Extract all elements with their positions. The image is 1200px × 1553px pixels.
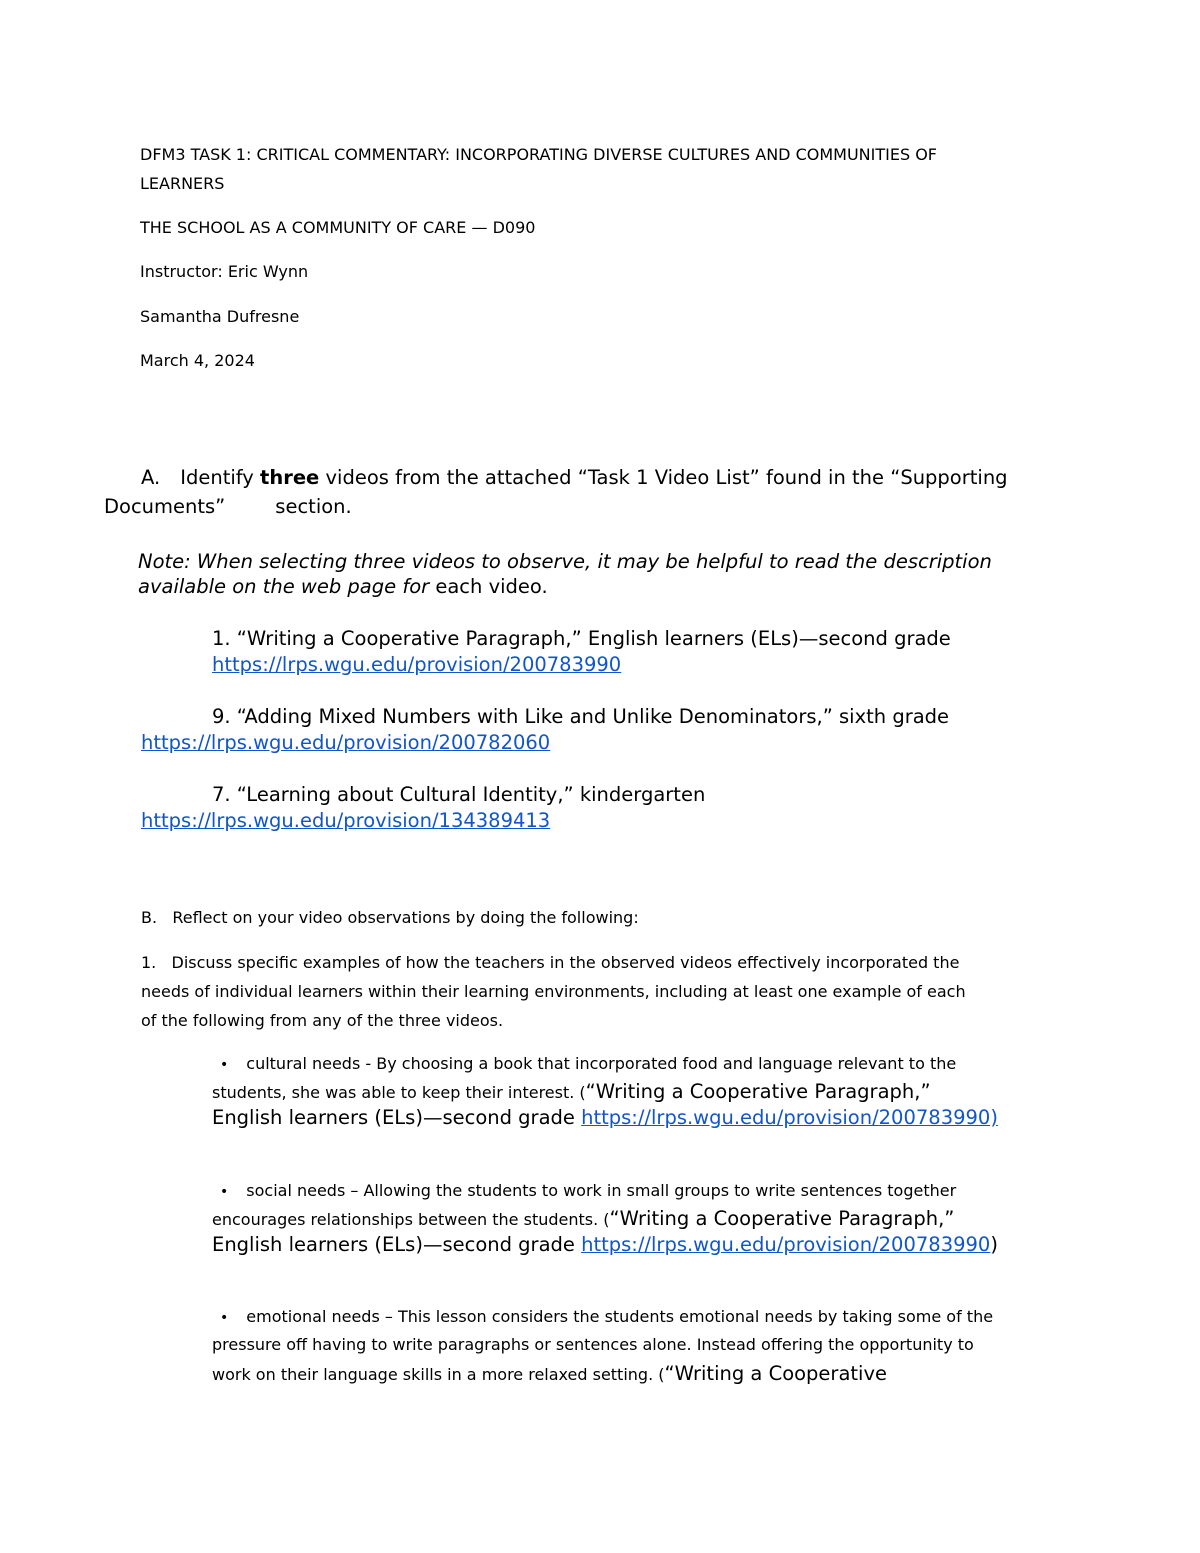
video-7-link[interactable]: https://lrps.wgu.edu/provision/134389413 <box>141 809 551 832</box>
video-9-title: 9. “Adding Mixed Numbers with Like and Unlike Denominators,” sixth grade <box>212 705 950 728</box>
bullet-icon: • <box>220 1057 229 1073</box>
bullet-social-line-2: encourages relationships between the students. (“Writing a Cooperative Paragraph,” <box>212 1207 955 1230</box>
emphasis-three: three <box>260 466 320 489</box>
note-line-1: Note: When selecting three videos to observe, it may be helpful to read the description <box>138 550 992 573</box>
cultural-needs-link[interactable]: https://lrps.wgu.edu/provision/200783990) <box>581 1106 998 1129</box>
item-1-line-3: of the following from any of the three videos. <box>141 1011 504 1030</box>
bullet-cultural-needs: • cultural needs - By choosing a book that incorporated food and language relevant to the <box>220 1054 957 1073</box>
video-7-title: 7. “Learning about Cultural Identity,” kindergarten <box>212 783 706 806</box>
item-1-line-1: 1. Discuss specific examples of how the teachers in the observed videos effectively incorporated the <box>141 953 960 972</box>
item-1-line-2: needs of individual learners within their learning environments, including at least one example of each <box>141 982 966 1001</box>
video-9-link[interactable]: https://lrps.wgu.edu/provision/200782060 <box>141 731 551 754</box>
bullet-icon: • <box>220 1310 229 1326</box>
section-a-prompt-line-2: Documents” section. <box>104 495 352 518</box>
bullet-social-needs: • social needs – Allowing the students to work in small groups to write sentences together <box>220 1181 957 1200</box>
document-title-line-2: LEARNERS <box>140 174 225 193</box>
section-b-heading: B. Reflect on your video observations by doing the following: <box>141 908 639 927</box>
bullet-emotional-line-3: work on their language skills in a more relaxed setting. (“Writing a Cooperative <box>212 1362 887 1385</box>
document-date: March 4, 2024 <box>140 351 255 370</box>
note-line-2: available on the web page for each video. <box>138 575 548 598</box>
bullet-emotional-needs: • emotional needs – This lesson considers the students emotional needs by taking some of the <box>220 1307 994 1326</box>
social-needs-link[interactable]: https://lrps.wgu.edu/provision/200783990 <box>581 1233 991 1256</box>
bullet-icon: • <box>220 1184 229 1200</box>
document-title-line-1: DFM3 TASK 1: CRITICAL COMMENTARY: INCORPORATING DIVERSE CULTURES AND COMMUNITIES OF <box>140 145 937 164</box>
section-a-marker: A. <box>141 466 161 489</box>
bullet-cultural-line-3: English learners (ELs)—second grade https://lrps.wgu.edu/provision/200783990) <box>212 1106 998 1129</box>
bullet-social-line-3: English learners (ELs)—second grade https://lrps.wgu.edu/provision/200783990) <box>212 1233 998 1256</box>
video-1-link[interactable]: https://lrps.wgu.edu/provision/200783990 <box>212 653 622 676</box>
author-name: Samantha Dufresne <box>140 307 300 326</box>
bullet-cultural-line-2: students, she was able to keep their interest. (“Writing a Cooperative Paragraph,” <box>212 1080 931 1103</box>
section-a-prompt-line-1: A. Identify three videos from the attached “Task 1 Video List” found in the “Supporting <box>141 466 1008 489</box>
course-name: THE SCHOOL AS A COMMUNITY OF CARE — D090 <box>140 218 536 237</box>
video-1-title: 1. “Writing a Cooperative Paragraph,” English learners (ELs)—second grade <box>212 627 951 650</box>
instructor-name: Instructor: Eric Wynn <box>140 262 309 281</box>
bullet-emotional-line-2: pressure off having to write paragraphs or sentences alone. Instead offering the opportunity to <box>212 1335 974 1354</box>
